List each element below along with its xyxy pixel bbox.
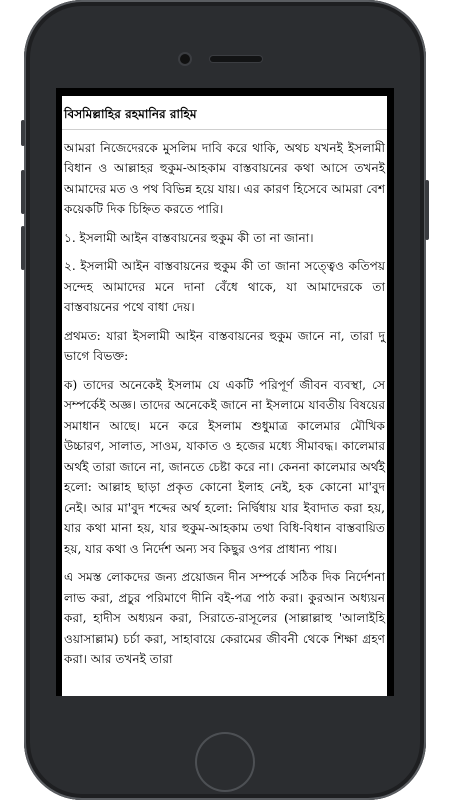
article-paragraph: আমরা নিজেদেরকে মুসলিম দাবি করে থাকি, অথচ যখনই ইসলামী বিধান ও আল্লাহর হুকুম-আহকাম বাস্তবায়নের কথা আসে তখনই আমাদের মত ও পথ বিভিন্ন হয়ে যায়। এর কারণ হিসেবে আমরা বেশ কয়েকটি দিক চিহ্নিত করতে পারি। bbox=[64, 140, 385, 216]
volume-up-button bbox=[21, 170, 25, 214]
heading-divider bbox=[62, 129, 387, 130]
article-paragraph: প্রথমত: যারা ইসলামী আইন বাস্তবায়নের হুকুম জানে না, তারা দু ভাগে বিভক্ত: bbox=[64, 328, 385, 363]
phone-frame bbox=[24, 0, 426, 800]
phone-screen bbox=[56, 88, 394, 696]
article-paragraph: ১. ইসলামী আইন বাস্তবায়নের হুকুম কী তা না জানা। bbox=[64, 230, 314, 245]
mute-switch bbox=[21, 120, 25, 146]
front-camera-icon bbox=[180, 54, 190, 64]
article-heading: বিসমিল্লাহির রহমানির রাহিম bbox=[64, 107, 197, 121]
earpiece-speaker bbox=[210, 56, 262, 62]
article-paragraph: ক) তাদের অনেকেই ইসলাম যে একটি পরিপূর্ণ জীবন ব্যবস্থা, সে সম্পর্কেই অজ্ঞ। তাদের অনেকেই জানে না ইসলামে যাবতীয় বিষয়ের সমাধান আছে। মনে করে ইসলাম শুধুমাত্র কালেমার মৌখিক উচ্চারণ, সালাত, সাওম, যাকাত ও হজের মধ্যে সীমাবদ্ধ। কালেমার অর্থই তারা জানে না, জানতে চেষ্টা করে না। কেননা কালেমার অর্থই হলো: আল্লাহ ছাড়া প্রকৃত কোনো ইলাহ নেই, হক কোনো মা'বুদ নেই। আর মা'বুদ শব্দের অর্থ হলো: নির্দ্বিধায় যার ইবাদাত করা হয়, যার কথা মানা হয়, যার হুকুম-আহকাম তথা বিধি-বিধান বাস্তবায়িত হয়, যার কথা ও নির্দেশ অন্য সব কিছুর ওপর প্রাধান্য পায়। bbox=[64, 377, 385, 556]
article-paragraph: এ সমস্ত লোকদের জন্য প্রয়োজন দীন সম্পর্কে সঠিক দিক নির্দেশনা লাভ করা, প্রচুর পরিমাণে দীনি বই-পত্র পাঠ করা। কুরআন অধ্যয়ন করা, হাদীস অধ্যয়ন করা, সিরাতে-রাসূলের (সাল্লাল্লাহু 'আলাইহি ওয়াসাল্লাম) চর্চা করা, সাহাবায়ে কেরামের জীবনী থেকে শিক্ষা গ্রহণ করা। আর তখনই তারা bbox=[64, 570, 385, 666]
article-paragraph: ২. ইসলামী আইন বাস্তবায়নের হুকুম কী তা জানা সত্ত্বেও কতিপয় সন্দেহ আমাদের মনে দানা বেঁধে থাকে, যা আমাদেরকে তা বাস্তবায়নের পথে বাধা দেয়। bbox=[64, 259, 385, 314]
power-button bbox=[425, 180, 429, 240]
article-content[interactable] bbox=[62, 96, 387, 696]
home-button[interactable] bbox=[195, 732, 255, 792]
volume-down-button bbox=[21, 226, 25, 270]
